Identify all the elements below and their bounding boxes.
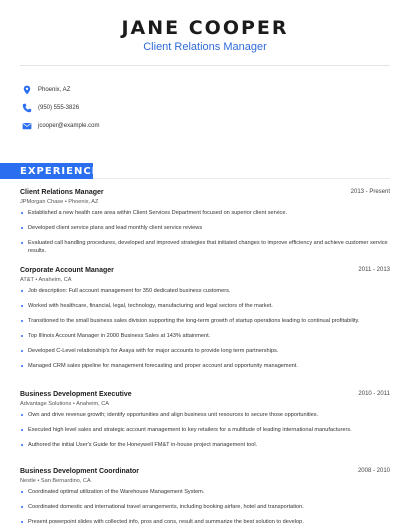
job-bullet: Evaluated call handling procedures, developed and improved strategies that initiated changes to improve efficiency and achieve customer service results. <box>20 239 390 255</box>
job-bullet: Worked with healthcare, financial, legal, technology, manufacturing and legal sectors of the market. <box>20 302 390 310</box>
mail-icon <box>22 121 32 131</box>
experience-section-rule <box>93 178 390 179</box>
candidate-name: JANE COOPER <box>121 17 289 39</box>
job-dates: 2010 - 2011 <box>358 391 390 397</box>
job-organization: AT&T • Anaheim, CA <box>20 277 72 283</box>
job-bullet: Present powerpoint slides with collected info, pros and cons, result and summarize the best solution to develop. <box>20 518 390 526</box>
contact-location-text: Phoenix, AZ <box>38 87 71 93</box>
job-bullet: Coordinated optimal utilization of the Warehouse Management System. <box>20 488 390 496</box>
job-bullet: Own and drive revenue growth; identify opportunities and align business unit resources to secure those opportunities. <box>20 411 390 419</box>
job-bullets <box>20 209 390 262</box>
job-dates: 2011 - 2013 <box>358 267 390 273</box>
contact-location <box>22 83 70 97</box>
candidate-role: Client Relations Manager <box>143 41 267 53</box>
job-dates: 2008 - 2010 <box>357 468 390 474</box>
contact-email-text[interactable]: jcooper@example.com <box>38 123 100 129</box>
job-bullets <box>20 287 390 377</box>
job-title: Business Development Executive <box>20 391 132 398</box>
job-organization: Nestle • San Bernardino, CA <box>20 478 91 484</box>
contact-phone[interactable] <box>22 101 79 115</box>
job-bullets <box>20 411 390 456</box>
job-bullet: Executed high level sales and strategic account management to key retailers for a multitude of leading international manufacturers. <box>20 426 390 434</box>
phone-icon <box>22 103 32 113</box>
job-dates: 2013 - Present <box>350 189 390 195</box>
job-bullet: Developed C-Level relationship's for Avaya with for major accounts to provide long term partnerships. <box>20 347 390 355</box>
job-bullet: Job description: Full account management for 350 dedicated business customers. <box>20 287 390 295</box>
contact-phone-text[interactable]: (950) 555-3826 <box>38 105 80 111</box>
job-organization: JPMorgan Chase • Phoenix, AZ <box>20 199 99 205</box>
job-organization: Advantage Solutions • Anaheim, CA <box>20 401 110 407</box>
job-bullet: Top Illinois Account Manager in 2000 Business Sales at 143% attainment. <box>20 332 390 340</box>
job-bullet: Managed CRM sales pipeline for management forecasting and proper account and opportunity management. <box>20 362 390 370</box>
job-bullet: Transitioned to the small business sales division supporting the long-term growth of startup operations leading to continual profitability. <box>20 317 390 325</box>
job-bullet: Established a new health care area within Client Services Department focused on superior client service. <box>20 209 390 217</box>
job-bullet: Authored the initial User's Guide for the Honeywell FM&T in-house project management tool. <box>20 441 390 449</box>
job-bullet: Coordinated domestic and international travel arrangements, including booking airfare, hotel and transportation. <box>20 503 390 511</box>
experience-section-title: EXPERIENCE <box>20 166 100 177</box>
job-title: Corporate Account Manager <box>20 267 114 274</box>
location-pin-icon <box>22 85 32 95</box>
job-title: Client Relations Manager <box>20 189 104 196</box>
job-title: Business Development Coordinator <box>20 468 140 475</box>
job-bullets <box>20 488 390 530</box>
job-bullet: Developed client service plans and lead monthly client service reviews <box>20 224 390 232</box>
contact-email[interactable] <box>22 119 99 133</box>
header-divider <box>20 65 390 66</box>
